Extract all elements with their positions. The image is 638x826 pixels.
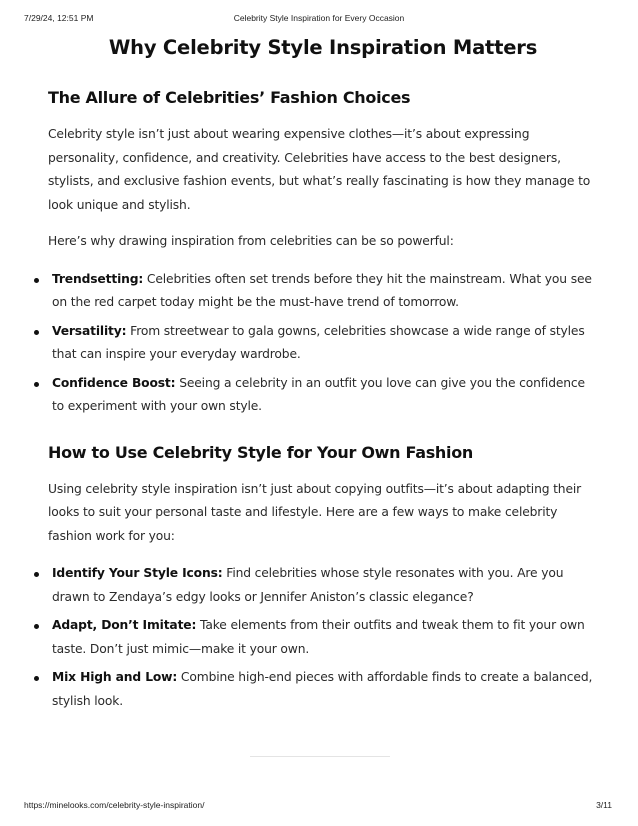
paragraph-how-to-intro: Using celebrity style inspiration isn’t just about copying outfits—it’s about adapting their looks to suit your personal taste and lifestyle. Here are a few ways to make celebrity fashion work for you: (48, 481, 582, 543)
print-page-title: Celebrity Style Inspiration for Every Occasion (233, 13, 405, 23)
list-item-term: Confidence Boost: (52, 375, 176, 390)
paragraph-allure-intro: Celebrity style isn’t just about wearing expensive clothes—it’s about expressing personality, confidence, and creativity. Celebrities have access to the best designers, stylists, and exclusive fashion events, but what’s really fascinating is how they manage to look unique and stylish. (48, 127, 591, 212)
list-item-text: From streetwear to gala gowns, celebrities showcase a wide range of styles that can inspire your everyday wardrobe. (52, 323, 585, 361)
list-item-text: Find celebrities whose style resonates with you. Are you drawn to Zendaya’s edgy looks or Jennifer Aniston’s classic elegance? (52, 566, 564, 604)
article-title: Why Celebrity Style Inspiration Matters (108, 36, 538, 59)
list-item-text: Take elements from their outfits and tweak them to fit your own taste. Don’t just mimic—make it your own. (52, 618, 585, 656)
article-body (48, 36, 598, 713)
list-item-text: Seeing a celebrity in an outfit you love can give you the confidence to experiment with your own style. (52, 375, 585, 413)
list-item-term: Trendsetting: (52, 271, 144, 286)
list-item-term: Versatility: (52, 323, 127, 338)
section-heading-allure: The Allure of Celebrities’ Fashion Choices (48, 88, 411, 107)
print-datetime: 7/29/24, 12:51 PM (24, 13, 94, 23)
paragraph-allure-lead: Here’s why drawing inspiration from celebrities can be so powerful: (48, 234, 454, 248)
list-item-text: Celebrities often set trends before they hit the mainstream. What you see on the red carpet today might be the must-have trend of tomorrow. (52, 271, 592, 309)
list-item-term: Mix High and Low: (52, 670, 178, 684)
content-divider (250, 756, 390, 757)
print-url[interactable]: https://minelooks.com/celebrity-style-inspiration/ (24, 800, 205, 810)
list-item (48, 268, 598, 315)
list-item-text: Combine high-end pieces with affordable finds to create a balanced, stylish look. (52, 670, 593, 708)
list-item (48, 614, 598, 661)
list-item-term: Adapt, Don’t Imitate: (52, 618, 197, 632)
section-heading-how-to: How to Use Celebrity Style for Your Own Fashion (48, 442, 473, 462)
list-item (48, 372, 598, 419)
list-allure-reasons (48, 268, 598, 419)
list-item (48, 562, 598, 609)
list-item (48, 666, 598, 713)
print-page-number: 3/11 (596, 800, 612, 810)
list-item (48, 320, 598, 367)
list-how-to-tips (48, 562, 598, 713)
list-item-term: Identify Your Style Icons: (52, 566, 223, 580)
